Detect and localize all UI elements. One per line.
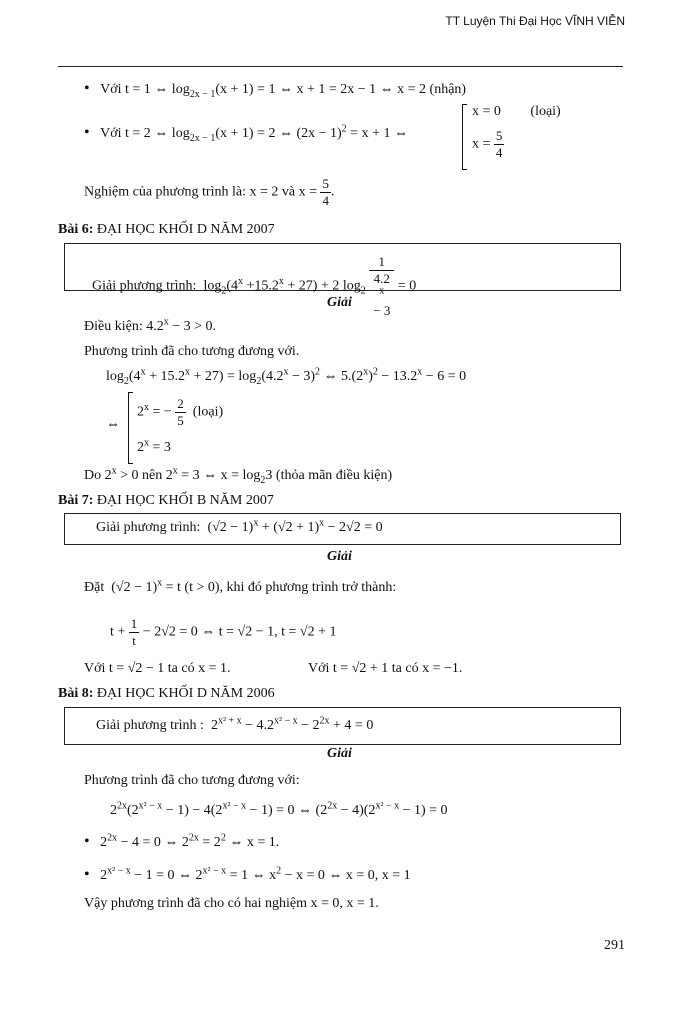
conclusion-line: Nghiệm của phương trình là: x = 2 và x = $\frac{5}{4}$ . — [84, 176, 335, 208]
bai7-equation: Giải phương trình: $(√2 - 1)^x + (√2 + 1)^x - 2√2 = 0$ — [96, 517, 383, 535]
solution-heading: Giải — [327, 746, 352, 761]
bullet-dot: • — [84, 833, 90, 850]
bai8-conclusion: Vậy phương trình đã cho có hai nghiệm x = 0, x = 1. — [84, 896, 379, 911]
fraction: $\frac{5}{4}$ — [322, 176, 329, 208]
bai8-factor-line: $2^{2x}(2^{x^2 - x} - 1) - 4(2^{x^2 - x} - 1) = 0$ ⇔ $(2^{2x} - 4)(2^{x^2 - x} - 1) = 0$ — [110, 800, 448, 818]
case-pos: $2^x = 3$ — [137, 437, 171, 455]
equivalent-line: Phương trình đã cho tương đương với: — [84, 773, 300, 788]
running-header: TT Luyện Thi Đại Học VĨNH VIỄN — [445, 14, 625, 28]
case-x54: x = $\frac{5}{4}$ — [472, 128, 503, 160]
bullet-dot: • — [84, 124, 90, 141]
bai8-bullet-2: • $2^{x^2 - x} - 1 = 0$ ⇔ $2^{x^2 - x} = 1$ ⇔ $x^2 - x = 0$ ⇔ x = 0, x = 1 — [84, 865, 411, 883]
case-bracket — [462, 104, 467, 170]
bai8-equation: Giải phương trình : $2^{x^2 + x} - 4.2^{x^2 - x} - 2^{2x} + 4 = 0$ — [96, 715, 374, 733]
bai8-bullet-1: • $2^{2x} - 4 = 0$ ⇔ $2^{2x} = 2^2$ ⇔ x = 1. — [84, 832, 280, 850]
case-x0: x = 0 (loại) — [472, 104, 561, 119]
fraction: $\frac{2}{5}$ — [177, 396, 184, 428]
bai7-title: Bài 7: ĐẠI HỌC KHỐI B NĂM 2007 — [58, 493, 274, 508]
solution-heading: Giải — [327, 295, 352, 310]
case-bracket — [128, 392, 133, 464]
condition-line: Điều kiện: $4.2^x - 3 > 0$. — [84, 316, 217, 334]
page-number: 291 — [604, 938, 625, 953]
solution-heading: Giải — [327, 549, 352, 564]
bai8-title: Bài 8: ĐẠI HỌC KHỐI D NĂM 2006 — [58, 686, 275, 701]
bai6-conclusion: Do $2^x > 0$ nên $2^x = 3$ ⇔ $x = \log_23$ (thỏa mãn điều kiện) — [84, 465, 393, 486]
equivalent-line: Phương trình đã cho tương đương với. — [84, 344, 300, 359]
bullet-dot: • — [84, 866, 90, 883]
fraction: $\frac{1}{t}$ — [130, 616, 138, 648]
bai7-result-2: Với t = √2 + 1 ta có x = −1. — [308, 661, 463, 676]
bullet-t1: • Với t = 1 ⇔ $\log_{2x - 1}(x + 1) = 1$ ⇔ x + 1 = 2x − 1 ⇔ x = 2 (nhận) — [84, 80, 467, 100]
header-rule — [58, 66, 623, 67]
bai6-equation: Giải phương trình: $\log_2(4^x +15.2^x + 27) + 2$ $\log_2$ 1 4.2 $^x$ − 3 = 0 — [92, 254, 417, 318]
bai7-result-1: Với t = √2 − 1 ta có x = 1. — [84, 661, 231, 676]
bai6-title: Bài 6: ĐẠI HỌC KHỐI D NĂM 2007 — [58, 222, 275, 237]
bai6-step1: $\log_2(4^x + 15.2^x + 27) = \log_2(4.2^x - 3)^2$ ⇔ $5.(2^x)^2 - 13.2^x - 6 = 0$ — [106, 366, 467, 387]
fraction: $\frac{5}{4}$ — [495, 128, 503, 160]
case-neg: $2^x$ = − $\frac{2}{5}$ (loại) — [137, 396, 224, 428]
fraction: 1 4.2 $^x$ − 3 — [369, 254, 394, 319]
substitution-line: Đặt $(√2 - 1)^x = t$ (t > 0), khi đó phương trình trở thành: — [84, 577, 397, 595]
bullet-dot: • — [84, 80, 90, 97]
bai7-step: t + $\frac{1}{t}$ − 2√2 = 0 ⇔ t = √2 − 1, t = √2 + 1 — [110, 616, 337, 648]
bullet-t2: • Với t = 2 ⇔ $\log_{2x - 1}(x + 1) = 2$ ⇔ $(2x - 1)^2 = x + 1$ ⇔ — [84, 123, 408, 144]
equiv-symbol: ⇔ — [106, 417, 120, 432]
